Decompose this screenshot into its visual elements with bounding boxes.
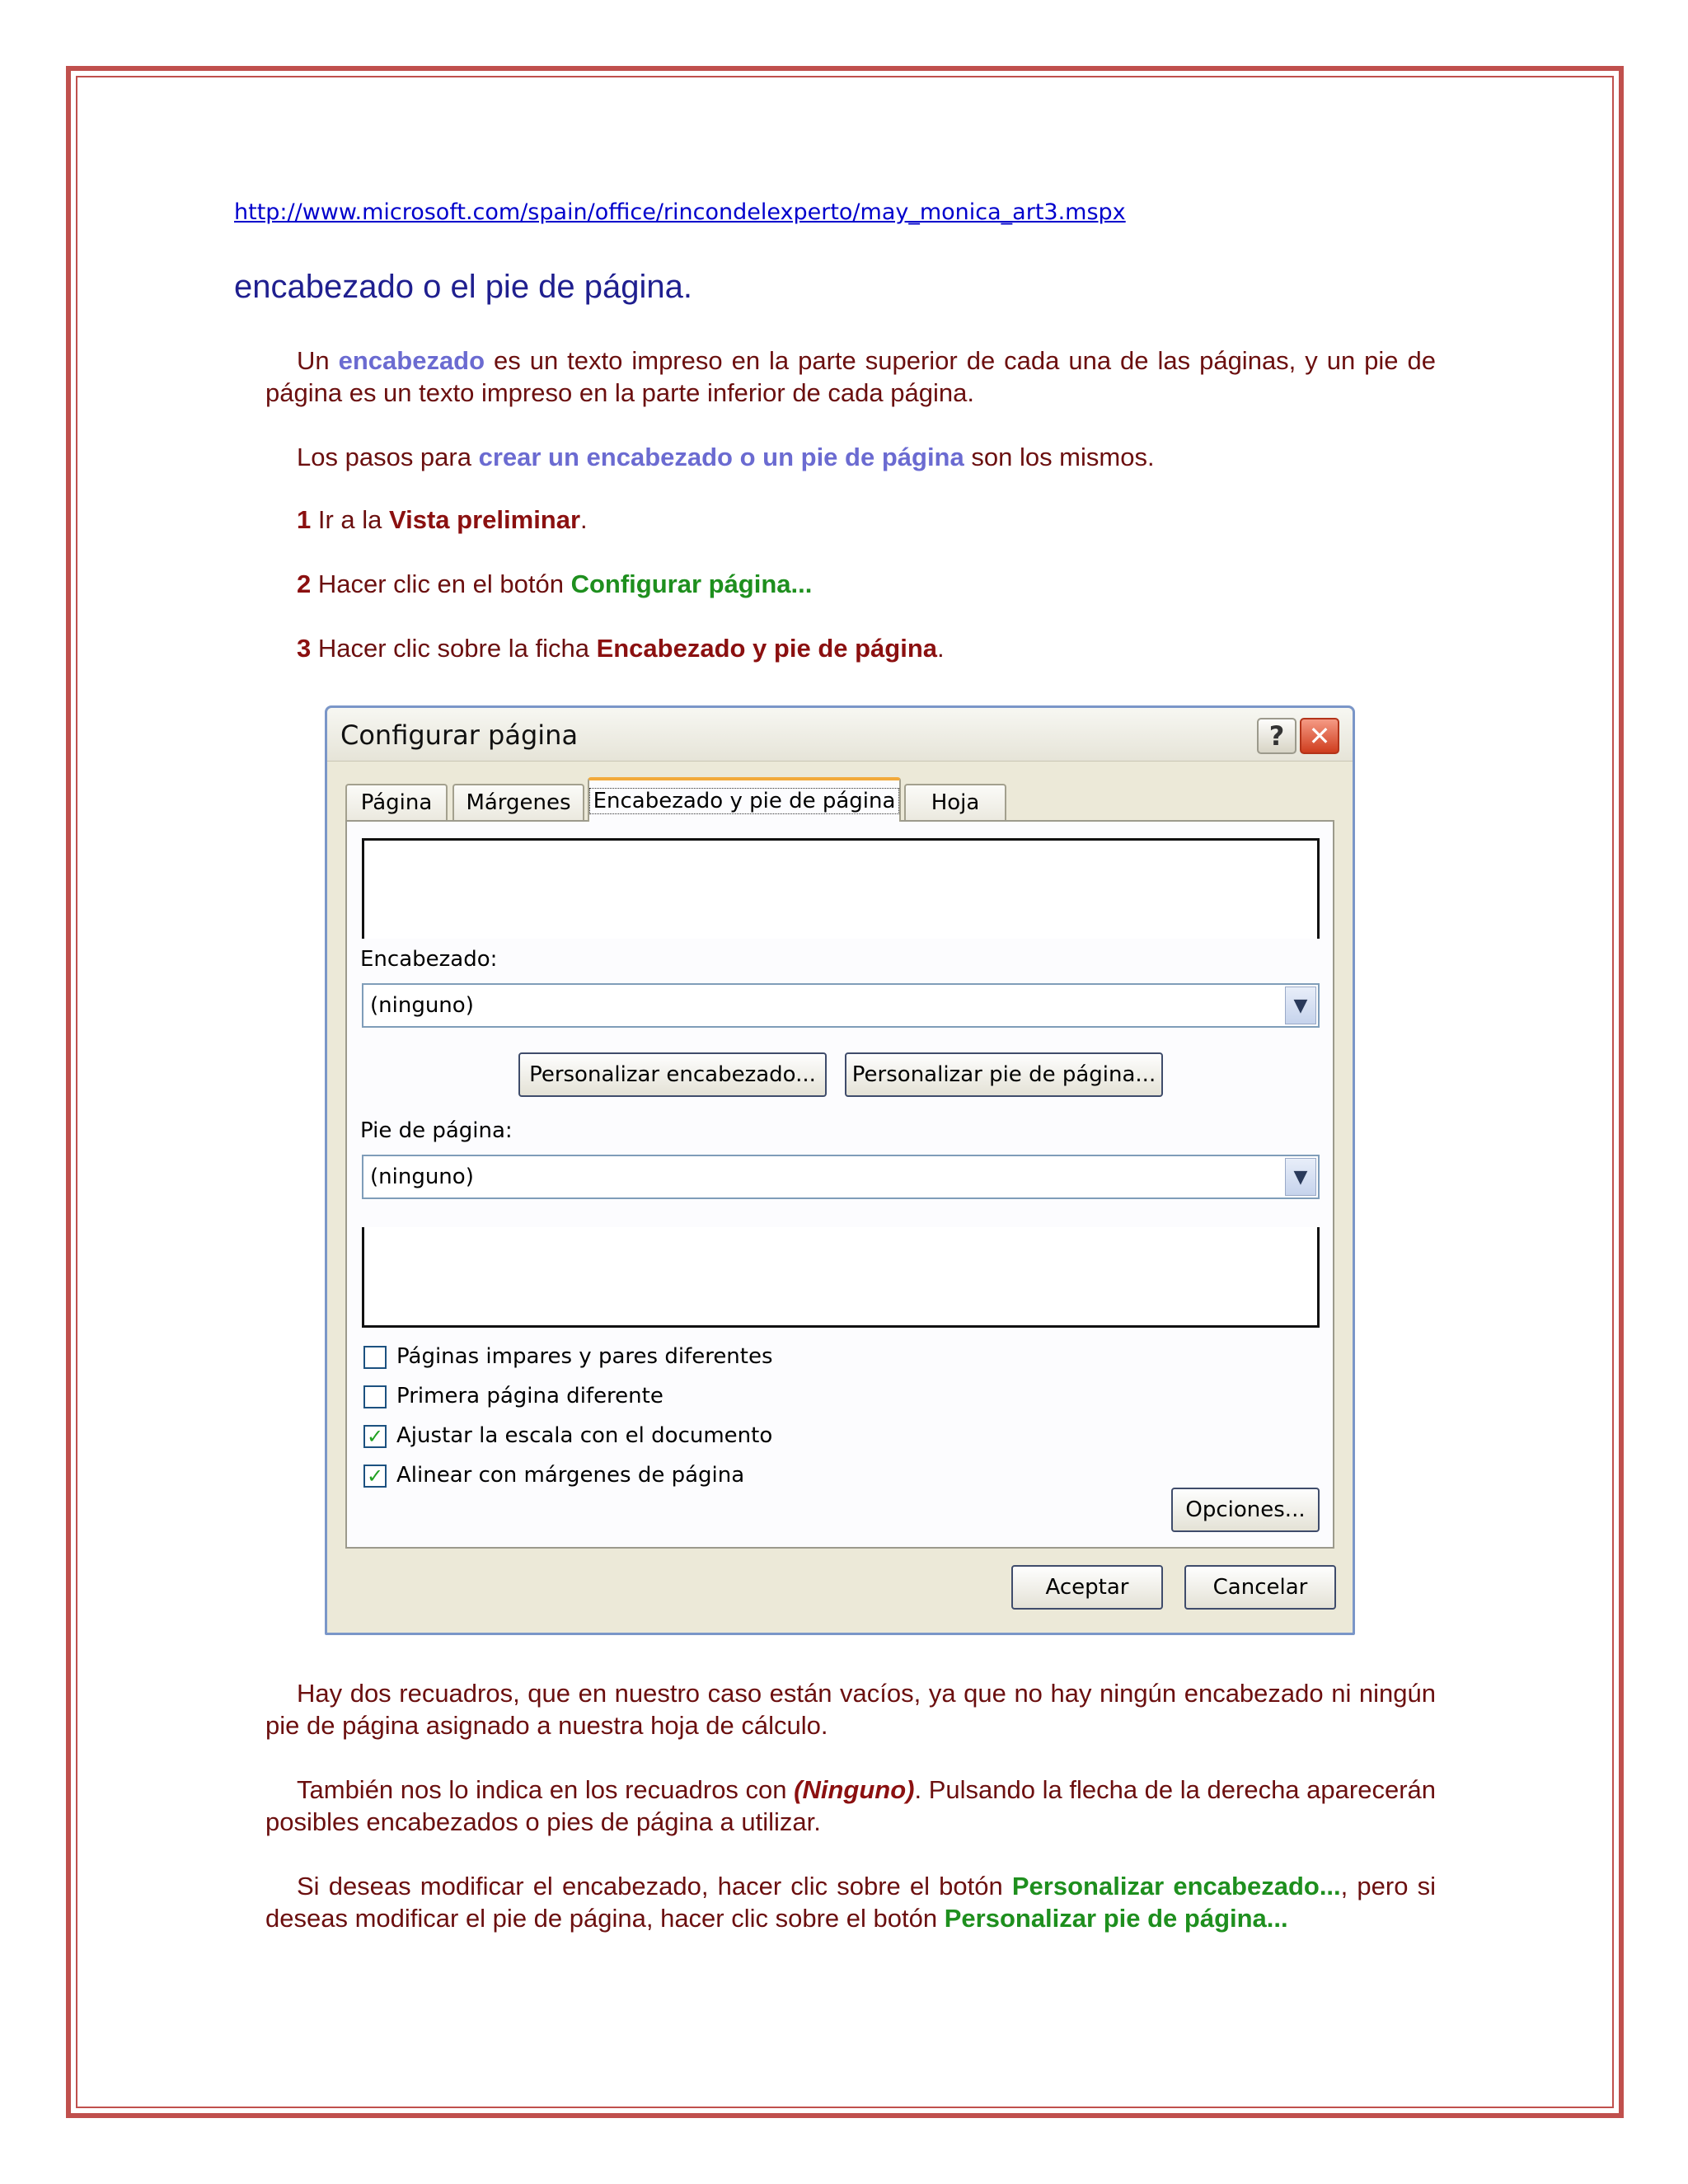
step-2 — [297, 569, 812, 599]
intro-text-2: es un texto impreso en la parte superior de cada una de las páginas, y un pie de página es un texto impreso en la parte inferior de cada página. — [265, 346, 1436, 407]
modify-term-1: Personalizar encabezado... — [1011, 1872, 1341, 1900]
step-1-number: 1 — [297, 505, 312, 534]
step-3-text: Hacer clic sobre la ficha — [311, 634, 597, 663]
checkbox-first-page[interactable] — [363, 1385, 387, 1408]
step-3 — [297, 634, 945, 663]
ninguno-text-2: . Pulsando la flecha de la derecha aparecerán posibles encabezados o pies de página a utilizar. — [265, 1775, 1436, 1836]
header-select[interactable] — [362, 983, 1320, 1028]
checkbox-scale-with-document[interactable]: ✓ — [363, 1425, 387, 1448]
footer-select-value: (ninguno) — [370, 1165, 474, 1189]
tab-margenes-label: Márgenes — [466, 790, 571, 815]
dialog-title: Configurar página — [340, 719, 579, 751]
custom-footer-button[interactable]: Personalizar pie de página... — [845, 1052, 1163, 1097]
ninguno-text-1: También nos lo indica en los recuadros con — [297, 1775, 795, 1804]
checkbox-scale-label: Ajustar la escala con el documento — [396, 1423, 773, 1448]
intro-term: encabezado — [338, 346, 485, 375]
boxes-text: Hay dos recuadros, que en nuestro caso están vacíos, ya que no hay ningún encabezado ni ningún pie de página asignado a nuestra hoja de cálculo. — [265, 1679, 1436, 1740]
custom-header-button[interactable]: Personalizar encabezado... — [518, 1052, 827, 1097]
ninguno-paragraph — [265, 1774, 1436, 1838]
checkbox-odd-even[interactable] — [363, 1346, 387, 1369]
tab-margenes[interactable] — [452, 784, 584, 820]
checkbox-align-label: Alinear con márgenes de página — [396, 1463, 745, 1488]
modify-paragraph — [265, 1870, 1436, 1934]
tab-pagina[interactable] — [345, 784, 448, 820]
modify-term-2: Personalizar pie de página... — [944, 1904, 1288, 1933]
tab-encabezado-pie[interactable] — [588, 777, 901, 822]
source-link[interactable]: http://www.microsoft.com/spain/office/rincondelexperto/may_monica_art3.mspx — [234, 199, 1126, 225]
steps-intro-text-2: son los mismos. — [964, 443, 1155, 471]
boxes-paragraph — [265, 1677, 1436, 1741]
step-2-bold: Configurar página... — [570, 569, 813, 598]
tab-encabezado-pie-label: Encabezado y pie de página — [589, 788, 900, 814]
intro-text-1: Un — [297, 346, 339, 375]
step-2-text: Hacer clic en el botón — [311, 569, 571, 598]
steps-intro-highlight: crear un encabezado o un pie de página — [478, 443, 964, 471]
footer-label: Pie de página: — [360, 1118, 513, 1143]
section-heading: encabezado o el pie de página. — [234, 269, 693, 305]
steps-intro-text-1: Los pasos para — [297, 443, 479, 471]
footer-preview-box — [362, 1227, 1320, 1328]
step-1-end: . — [580, 505, 588, 534]
chevron-down-icon[interactable]: ▼ — [1285, 987, 1316, 1024]
checkbox-first-page-label: Primera página diferente — [396, 1384, 663, 1408]
close-icon[interactable]: ✕ — [1300, 718, 1339, 754]
footer-select[interactable] — [362, 1155, 1320, 1199]
step-3-bold: Encabezado y pie de página — [596, 634, 938, 663]
tab-hoja-label: Hoja — [931, 790, 980, 815]
dialog-titlebar — [327, 708, 1353, 762]
step-1 — [297, 505, 588, 535]
step-3-number: 3 — [297, 634, 312, 663]
header-select-value: (ninguno) — [370, 993, 474, 1018]
tab-pagina-label: Página — [360, 790, 433, 815]
header-label: Encabezado: — [360, 947, 498, 972]
cancel-button[interactable]: Cancelar — [1184, 1565, 1336, 1610]
ninguno-term: (Ninguno) — [794, 1775, 915, 1804]
header-preview-box — [362, 838, 1320, 939]
help-icon[interactable]: ? — [1257, 718, 1296, 754]
tab-panel — [345, 820, 1334, 1549]
modify-text-2: , pero si deseas modificar el pie de página, hacer clic sobre el botón — [265, 1872, 1436, 1933]
step-1-text: Ir a la — [311, 505, 390, 534]
checkbox-align-margins[interactable]: ✓ — [363, 1465, 387, 1488]
options-button[interactable]: Opciones... — [1171, 1488, 1320, 1532]
step-1-bold: Vista preliminar — [389, 505, 581, 534]
step-2-number: 2 — [297, 569, 312, 598]
page-setup-dialog — [325, 705, 1355, 1635]
checkbox-odd-even-label: Páginas impares y pares diferentes — [396, 1344, 773, 1369]
tab-hoja[interactable] — [904, 784, 1006, 820]
chevron-down-icon[interactable]: ▼ — [1285, 1158, 1316, 1196]
steps-intro-paragraph — [265, 441, 1436, 473]
modify-text-1: Si deseas modificar el encabezado, hacer clic sobre el botón — [297, 1872, 1012, 1900]
ok-button[interactable]: Aceptar — [1011, 1565, 1163, 1610]
intro-paragraph — [265, 344, 1436, 409]
step-3-end: . — [937, 634, 945, 663]
